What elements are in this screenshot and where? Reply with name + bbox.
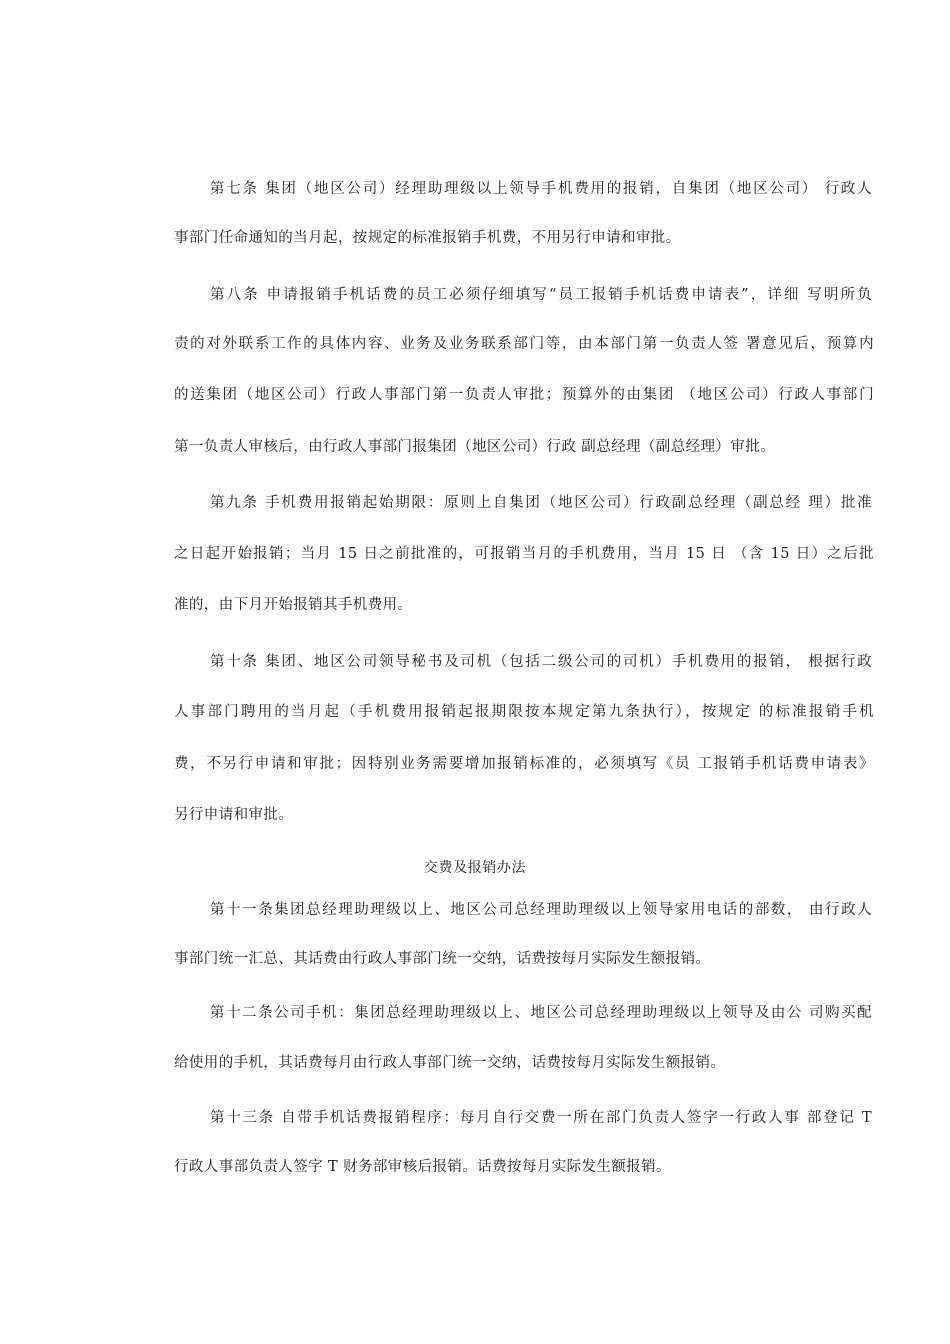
article-10-line-1: 第十条 集团、地区公司领导秘书及司机（包括二级公司的司机）手机费用的报销， 根据行政 bbox=[210, 654, 872, 670]
article-7-line-2: 事部门任命通知的当月起，按规定的标准报销手机费，不用另行申请和审批。 bbox=[174, 230, 681, 246]
article-13-line-1: 第十三条 自带手机话费报销程序：每月自行交费一所在部门负责人签字一行政人事 部登记 T bbox=[210, 1110, 872, 1126]
section-heading: 交费及报销办法 bbox=[423, 860, 527, 876]
article-12-line-2: 给使用的手机，其话费每月由行政人事部门统一交纳，话费按每月实际发生额报销。 bbox=[174, 1055, 726, 1071]
article-9-line-2: 之日起开始报销；当月 15 日之前批准的，可报销当月的手机费用，当月 15 日 （含 15 日）之后批 bbox=[174, 546, 874, 562]
article-10-line-4: 另行申请和审批。 bbox=[174, 807, 294, 823]
article-9-line-1: 第九条 手机费用报销起始期限：原则上自集团（地区公司）行政副总经理（副总经 理）批准 bbox=[210, 495, 872, 511]
article-8-line-4: 第一负责人审核后，由行政人事部门报集团（地区公司）行政 副总经理（副总经理）审批。 bbox=[174, 439, 776, 455]
article-11-line-2: 事部门统一汇总、其话费由行政人事部门统一交纳，话费按每月实际发生额报销。 bbox=[174, 951, 711, 967]
article-13-line-2: 行政人事部负责人签字 T 财务部审核后报销。话费按每月实际发生额报销。 bbox=[174, 1159, 671, 1175]
article-11-line-1: 第十一条集团总经理助理级以上、地区公司总经理助理级以上领导家用电话的部数， 由行政人 bbox=[210, 902, 872, 918]
article-7-line-1: 第七条 集团（地区公司）经理助理级以上领导手机费用的报销，自集团（地区公司） 行政人 bbox=[210, 181, 872, 197]
article-8-line-2: 责的对外联系工作的具体内容、业务及业务联系部门等，由本部门第一负责人签 署意见后，预算内 bbox=[174, 336, 874, 352]
article-12-line-1: 第十二条公司手机：集团总经理助理级以上、地区公司总经理助理级以上领导及由公 司购买配 bbox=[210, 1005, 872, 1021]
article-10-line-3: 费，不另行申请和审批；因特别业务需要增加报销标准的，必须填写《员 工报销手机话费申请表》 bbox=[174, 756, 874, 772]
article-8-line-3: 的送集团（地区公司）行政人事部门第一负责人审批；预算外的由集团 （地区公司）行政人事部门 bbox=[174, 387, 874, 403]
article-10-line-2: 人事部门聘用的当月起（手机费用报销起报期限按本规定第九条执行），按规定 的标准报销手机 bbox=[174, 704, 874, 720]
article-9-line-3: 准的，由下月开始报销其手机费用。 bbox=[174, 597, 413, 613]
article-8-line-1: 第八条 申请报销手机话费的员工必须仔细填写“员工报销手机话费申请表”，详细 写明所负 bbox=[210, 287, 872, 303]
